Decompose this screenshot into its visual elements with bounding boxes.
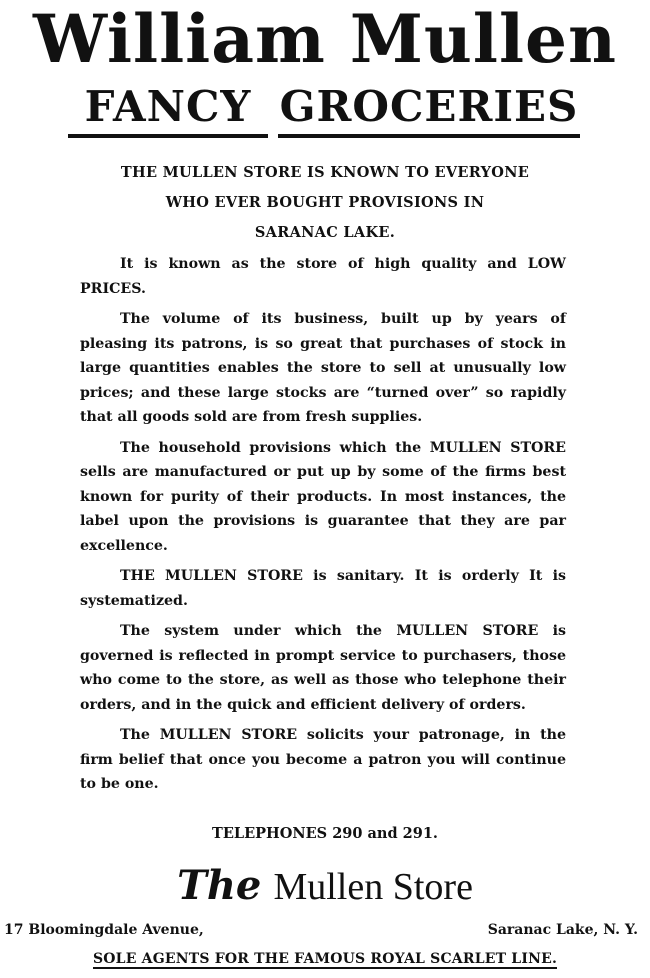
sole-agents-text: SOLE AGENTS FOR THE FAMOUS ROYAL SCARLET LINE. [92,951,558,967]
intro-heading-line: THE MULLEN STORE IS KNOWN TO EVERYONE [120,164,530,181]
store-signature-the: The [177,862,262,909]
paragraph-system: The system under which the MULLEN STORE is governed is reflected in prompt service to purchasers, those who come to the store, as well as those who telephone their orders, and in the quick and efficient delivery of orders. [80,623,566,713]
intro-heading-line: SARANAC LAKE. [254,224,396,241]
paragraph-quality: It is known as the store of high quality and LOW PRICES. [80,256,566,297]
tagline [68,84,580,140]
paragraph-sanitary: THE MULLEN STORE is sanitary. It is orderly It is systematized. [80,568,566,609]
tagline-underline-left [68,134,268,138]
paragraph-patronage: The MULLEN STORE solicits your patronage, in the firm belief that once you become a patron you will continue to be one. [80,727,566,792]
intro-heading-line: WHO EVER BOUGHT PROVISIONS IN [165,194,485,211]
proprietor-name: William Mullen [33,0,617,78]
street-address: 17 Bloomingdale Avenue, [4,922,204,938]
telephone-numbers: TELEPHONES 290 and 291. [212,825,438,842]
body-copy [80,252,566,797]
tagline-underline-right [278,134,580,138]
store-signature [0,862,650,911]
tagline-fancy: FANCY [84,82,252,131]
paragraph-provisions: The household provisions which the MULLEN STORE sells are manufactured or put up by some of the firms best known for purity of their products. In most instances, the label upon the provisions is guarantee that they are par excellence. [80,439,566,554]
town-address: Saranac Lake, N. Y. [487,922,638,938]
intro-heading [60,158,590,248]
paragraph-volume: The volume of its business, built up by years of pleasing its patrons, is so great that purchases of stock in large quantities enables the store to sell at unusually low prices; and these large stocks are “turned over” so rapidly that all goods sold are from fresh supplies. [80,311,566,425]
store-signature-name: Mullen Store [273,866,473,908]
sole-agents-line [0,948,650,970]
tagline-groceries: GROCERIES [279,82,579,131]
